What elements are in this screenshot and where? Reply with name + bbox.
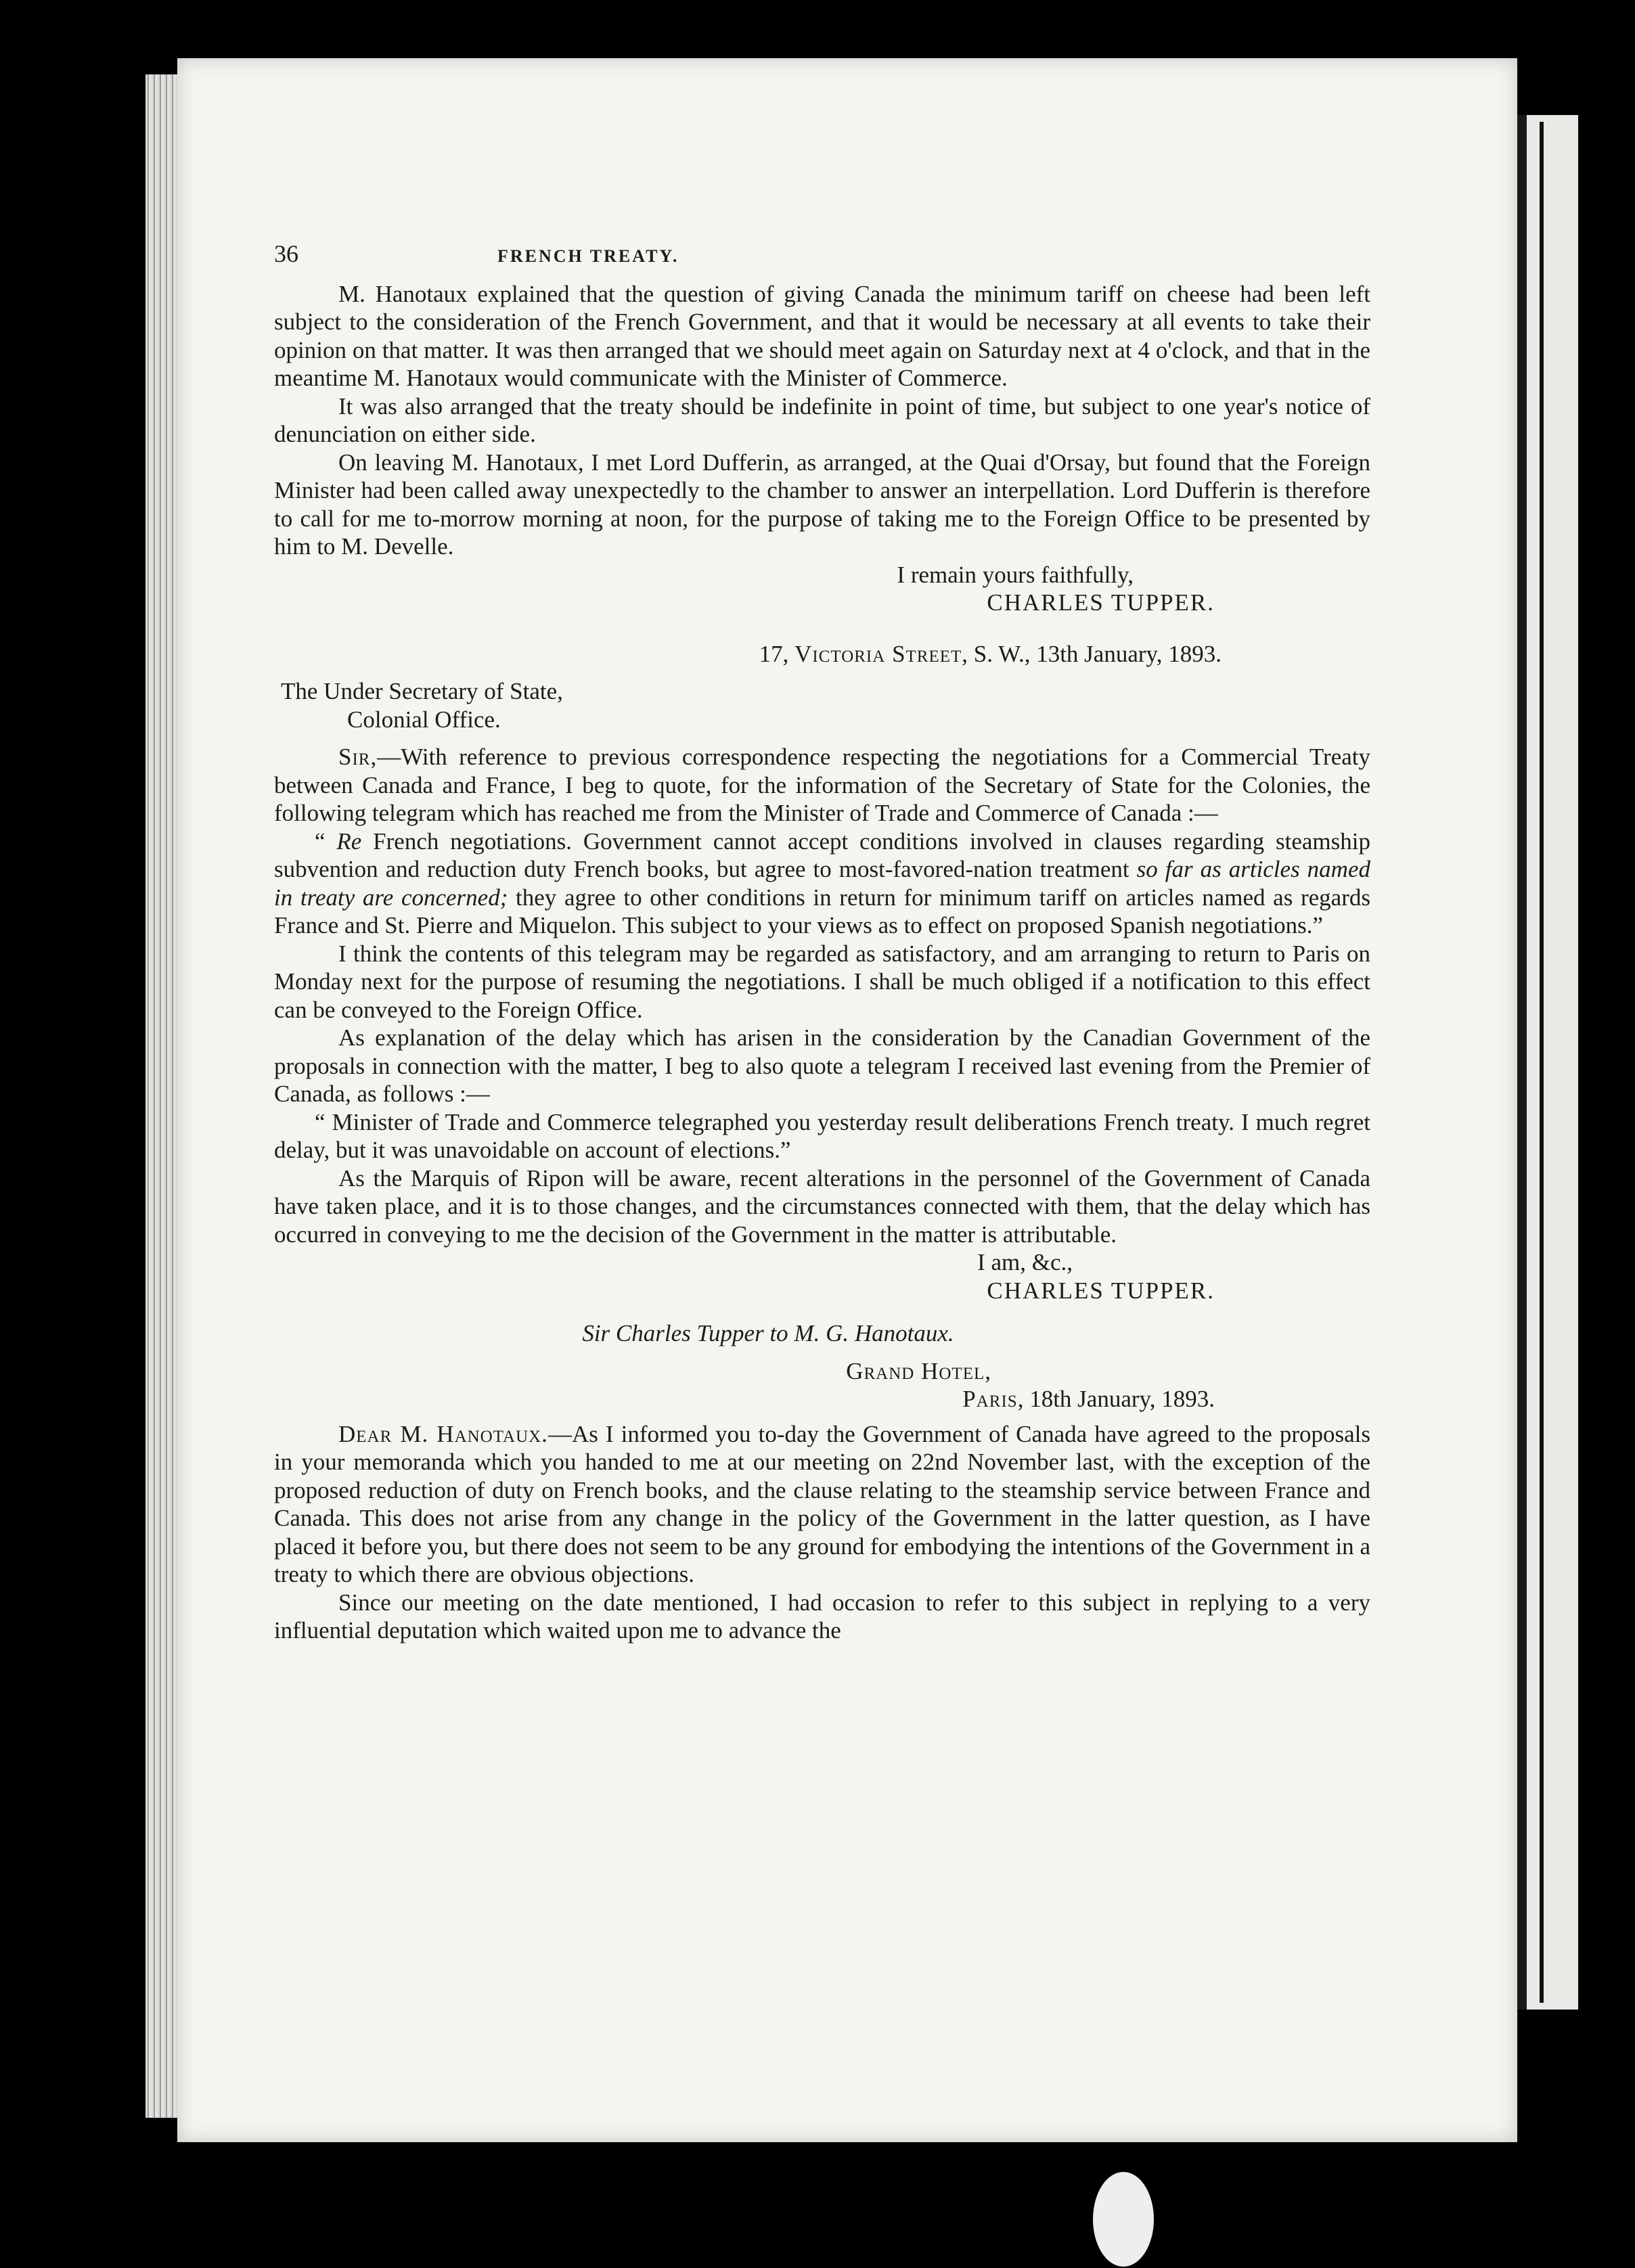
quote-text: they agree to other conditions in return for minimum tariff on articles named as regards France and St. Pierre and Miquelon. This subject to your views as to effect on proposed Spanish negotiations.” xyxy=(274,884,1370,938)
recipient xyxy=(274,677,1370,733)
paragraph-text: —With reference to previous correspondence respecting the negotiations for a Commercial Treaty between Canada and France, I beg to quote, for the information of the Secretary of State for the Colonies, the following telegram which has reached me from the Minister of Trade and Commerce of Canada :— xyxy=(274,744,1370,826)
address-street: Victoria Street xyxy=(794,640,962,667)
page-number: 36 xyxy=(274,240,298,267)
quote-mark: “ xyxy=(315,827,326,855)
paragraph: As explanation of the delay which has arisen in the consideration by the Canadian Government of the proposals in connection with the matter, I beg to also quote a telegram I received last evening from the Premier of Canada, as follows :— xyxy=(274,1024,1370,1107)
quoted-telegram: “ Minister of Trade and Commerce telegraphed you yesterday result deliberations French treaty. I much regret delay, but it was unavoidable on account of elections.” xyxy=(274,1108,1370,1163)
page-text xyxy=(274,240,1370,1645)
paragraph: It was also arranged that the treaty should be indefinite in point of time, but subject to one year's notice of denunciation on either side. xyxy=(274,392,1370,447)
light-smudge xyxy=(1093,2172,1154,2267)
paragraph: Since our meeting on the date mentioned, I had occasion to refer to this subject in replying to a very influential deputation which waited upon me to advance the xyxy=(274,1589,1370,1643)
sender-address xyxy=(274,640,1370,668)
spacer xyxy=(274,733,1370,743)
salutation: Sir, xyxy=(338,744,378,770)
page-header xyxy=(274,240,1370,271)
paragraph xyxy=(274,743,1370,827)
page-edge-right xyxy=(1517,115,1578,2010)
signature: CHARLES TUPPER. xyxy=(987,1277,1215,1304)
quoted-telegram xyxy=(274,827,1370,940)
address-date: , S. W., 13th January, 1893. xyxy=(962,640,1222,667)
place: Paris xyxy=(962,1386,1018,1412)
letter-heading: Sir Charles Tupper to M. G. Hanotaux. xyxy=(582,1320,954,1346)
recipient-line: The Under Secretary of State, xyxy=(281,678,563,704)
paragraph-text: —As I informed you to-day the Government of Canada have agreed to the proposals in your memoranda which you handed to me at our meeting on 22nd November last, with the exception of the proposed reduction of duty on French books, and the clause relating to the steamship service between France and Canada. This does not arise from any change in the policy of the Government in the latter question, as I have placed it before you, but there does not seem to be any ground for embodying the intentions of the Government in a treaty to which there are obvious objections. xyxy=(274,1420,1370,1587)
paragraph: On leaving M. Hanotaux, I met Lord Dufferin, as arranged, at the Quai d'Orsay, but found that the Foreign Minister had been called away unexpectedly to the chamber to answer an interpellation. Lord Dufferin is therefore to call for me to-morrow morning at noon, for the purpose of taking me to the Foreign Office to be presented by him to M. Develle. xyxy=(274,449,1370,560)
paragraph: M. Hanotaux explained that the question of giving Canada the minimum tariff on cheese had been left subject to the consideration of the French Government, and that it would be necessary at all events to take their opinion on that matter. It was then arranged that we should meet again on Saturday next at 4 o'clock, and that in the meantime M. Hanotaux would communicate with the Minister of Commerce. xyxy=(274,280,1370,391)
page-stack-edge-left xyxy=(145,74,178,2118)
quote-re: Re xyxy=(336,827,362,855)
address-number: 17, xyxy=(759,640,795,667)
paragraph: As the Marquis of Ripon will be aware, recent alterations in the personnel of the Government of Canada have taken place, and it is to those changes, and the circumstances connected with them, that the delay which has occurred in conveying to me the decision of the Government in the matter is attributable. xyxy=(274,1164,1370,1248)
quote-text: French negotiations. Government cannot accept conditions involved in clauses regarding steamship subvention and reduction duty French books, but agree to most-favored-nation treatment xyxy=(274,827,1371,882)
paragraph: I think the contents of this telegram may be regarded as satisfactory, and am arranging to return to Paris on Monday next for the purpose of resuming the negotiations. I shall be much obliged if a notification to this effect can be conveyed to the Foreign Office. xyxy=(274,940,1370,1023)
recipient-line: Colonial Office. xyxy=(347,706,501,733)
place-date xyxy=(274,1385,1370,1413)
salutation: Dear M. Hanotaux. xyxy=(338,1420,548,1447)
quote-italic: so far as articles named in treaty are concerned; xyxy=(274,856,1370,911)
closing: I am, &c., xyxy=(977,1249,1073,1275)
closing: I remain yours faithfully, xyxy=(897,561,1134,588)
date: , 18th January, 1893. xyxy=(1017,1386,1215,1412)
book-spine xyxy=(1540,122,1544,2003)
paragraph xyxy=(274,1420,1370,1589)
hotel-name: Grand Hotel, xyxy=(846,1357,991,1384)
running-title: FRENCH TREATY. xyxy=(497,246,679,266)
signature: CHARLES TUPPER. xyxy=(987,589,1215,616)
